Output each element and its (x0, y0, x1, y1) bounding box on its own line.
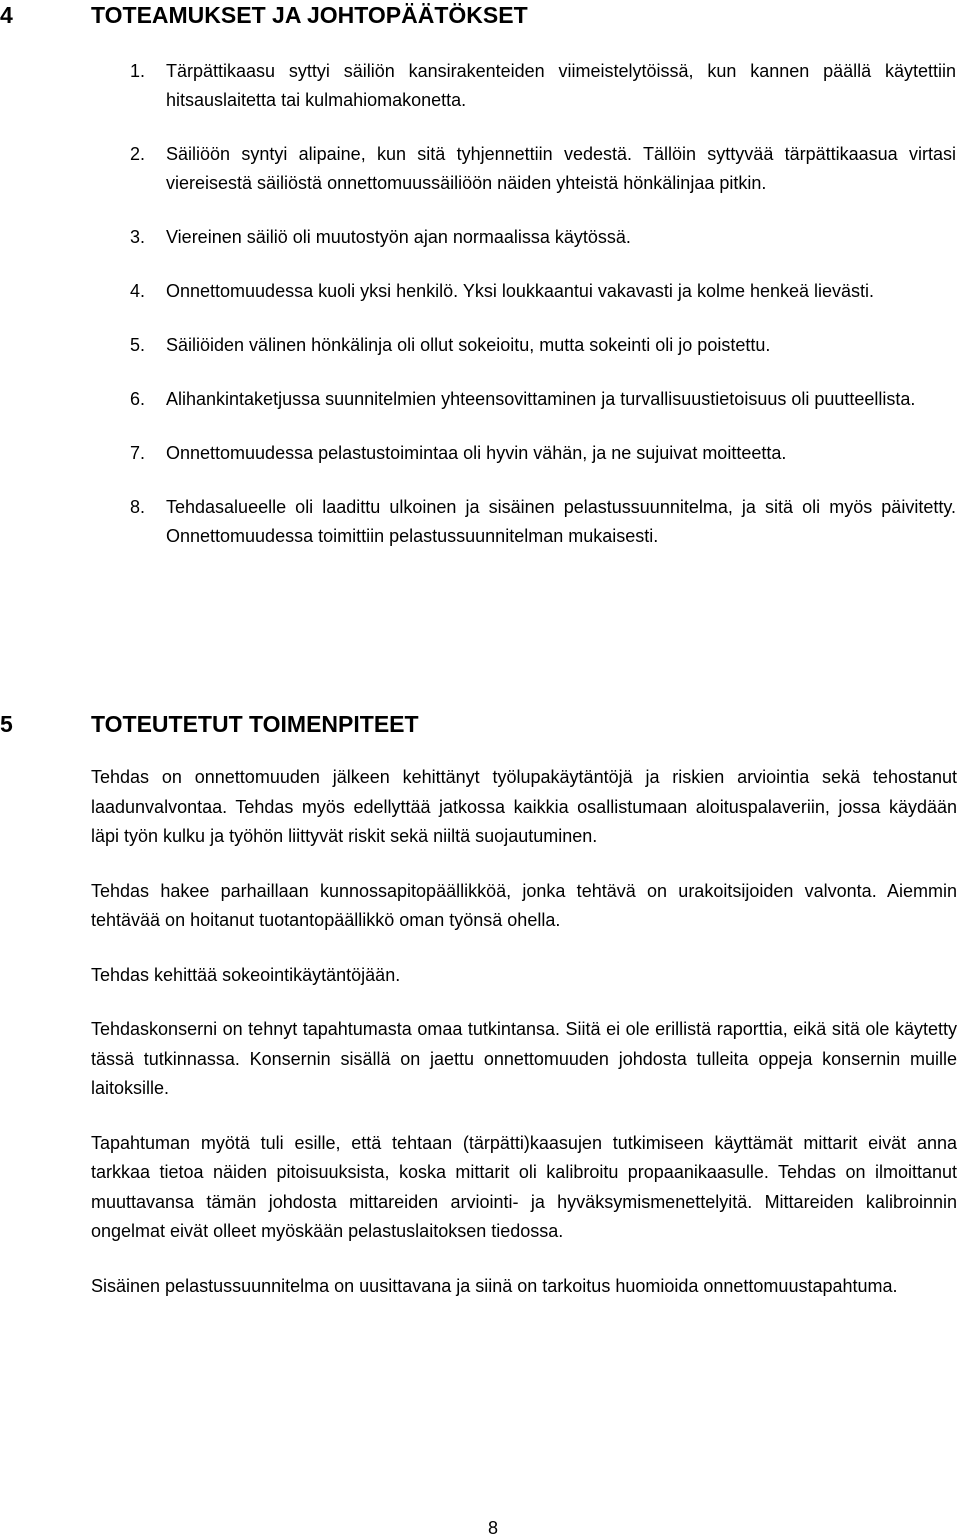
section-4-number: 4 (0, 2, 13, 28)
list-item-number: 1. (130, 61, 146, 81)
list-item-text: Onnettomuudessa kuoli yksi henkilö. Yksi loukkaantui vakavasti ja kolme henkeä lievästi. (166, 281, 875, 301)
list-item-text: Tehdasalueelle oli laadittu ulkoinen ja sisäinen pelastussuunnitelma, ja sitä oli myös päivitetty. Onnettomuudessa toimittiin pelastussuunnitelman mukaisesti. (166, 497, 956, 546)
list-item-text: Viereinen säiliö oli muutostyön ajan normaalissa käytössä. (166, 227, 631, 247)
paragraph: Tehdas on onnettomuuden jälkeen kehittänyt työlupakäytäntöjä ja riskien arviointia sekä tehostanut laadunvalvontaa. Tehdas myös edellyttää jatkossa kaikkia osallistumaan aloituspalaveriin, jossa käydään läpi työn kulku ja työhön liittyvät riskit sekä niiltä suojautuminen. (91, 767, 957, 846)
list-item-text: Säiliöön syntyi alipaine, kun sitä tyhjennettiin vedestä. Tällöin syttyvää tärpättikaasua virtasi viereisestä säiliöstä onnettomuussäiliöön näiden yhteistä hönkälinjaa pitkin. (166, 144, 956, 193)
section-4-heading (0, 1, 528, 29)
list-item (130, 493, 956, 551)
list-item-number: 3. (130, 227, 146, 247)
list-item-number: 4. (130, 281, 146, 301)
list-item-number: 6. (130, 389, 146, 409)
section-4-title: TOTEAMUKSET JA JOHTOPÄÄTÖKSET (91, 2, 528, 28)
list-item-text: Onnettomuudessa pelastustoimintaa oli hyvin vähän, ja ne sujuivat moitteetta. (166, 443, 787, 463)
list-item (130, 57, 956, 115)
list-item (130, 331, 956, 360)
list-item-number: 2. (130, 144, 146, 164)
paragraph: Tehdas kehittää sokeointikäytäntöjään. (91, 964, 401, 985)
list-item (130, 140, 956, 198)
page-number: 8 (487, 1518, 498, 1538)
paragraph: Tehdas hakee parhaillaan kunnossapitopäällikköä, jonka tehtävä on urakoitsijoiden valvonta. Aiemmin tehtävää on hoitanut tuotantopäällikkö oman työnsä ohella. (91, 880, 957, 930)
list-item (130, 385, 956, 414)
paragraph: Tehdaskonserni on tehnyt tapahtumasta omaa tutkintansa. Siitä ei ole erillistä raporttia, eikä sitä ole käytetty tässä tutkinnassa. Konsernin sisällä on jaettu onnettomuuden johdosta tulleita oppeja konsernin muille laitoksille. (91, 1019, 957, 1098)
list-item-text: Alihankintaketjussa suunnitelmien yhteensovittaminen ja turvallisuustietoisuus oli puutteellista. (166, 389, 916, 409)
list-item-number: 7. (130, 443, 146, 463)
paragraph: Tapahtuman myötä tuli esille, että tehtaan (tärpätti)kaasujen tutkimiseen käyttämät mittarit eivät anna tarkkaa tietoa näiden pitoisuuksista, koska mittarit oli kalibroitu propaanikaasulle. Tehdas on ilmoittanut muuttavansa tämän johdosta mittareiden arviointi- ja hyväksymismenettelyitä. Mittareiden kalibroinnin ongelmat eivät olleet myöskään pelastuslaitoksen tiedossa. (91, 1132, 957, 1241)
conclusions-list (130, 57, 956, 576)
list-item (130, 223, 956, 252)
section-5-number: 5 (0, 711, 13, 737)
section-5-body (91, 763, 957, 1326)
section-5-title: TOTEUTETUT TOIMENPITEET (91, 711, 419, 737)
list-item (130, 277, 956, 306)
paragraph: Sisäinen pelastussuunnitelma on uusittavana ja siinä on tarkoitus huomioida onnettomuustapahtuma. (91, 1275, 898, 1296)
section-5-heading (0, 710, 419, 738)
list-item-number: 5. (130, 335, 146, 355)
list-item-text: Säiliöiden välinen hönkälinja oli ollut sokeioitu, mutta sokeinti oli jo poistettu. (166, 335, 771, 355)
list-item-number: 8. (130, 497, 146, 517)
list-item-text: Tärpättikaasu syttyi säiliön kansirakenteiden viimeistelytöissä, kun kannen päällä käytettiin hitsauslaitetta tai kulmahiomakonetta. (166, 61, 956, 110)
list-item (130, 439, 956, 468)
